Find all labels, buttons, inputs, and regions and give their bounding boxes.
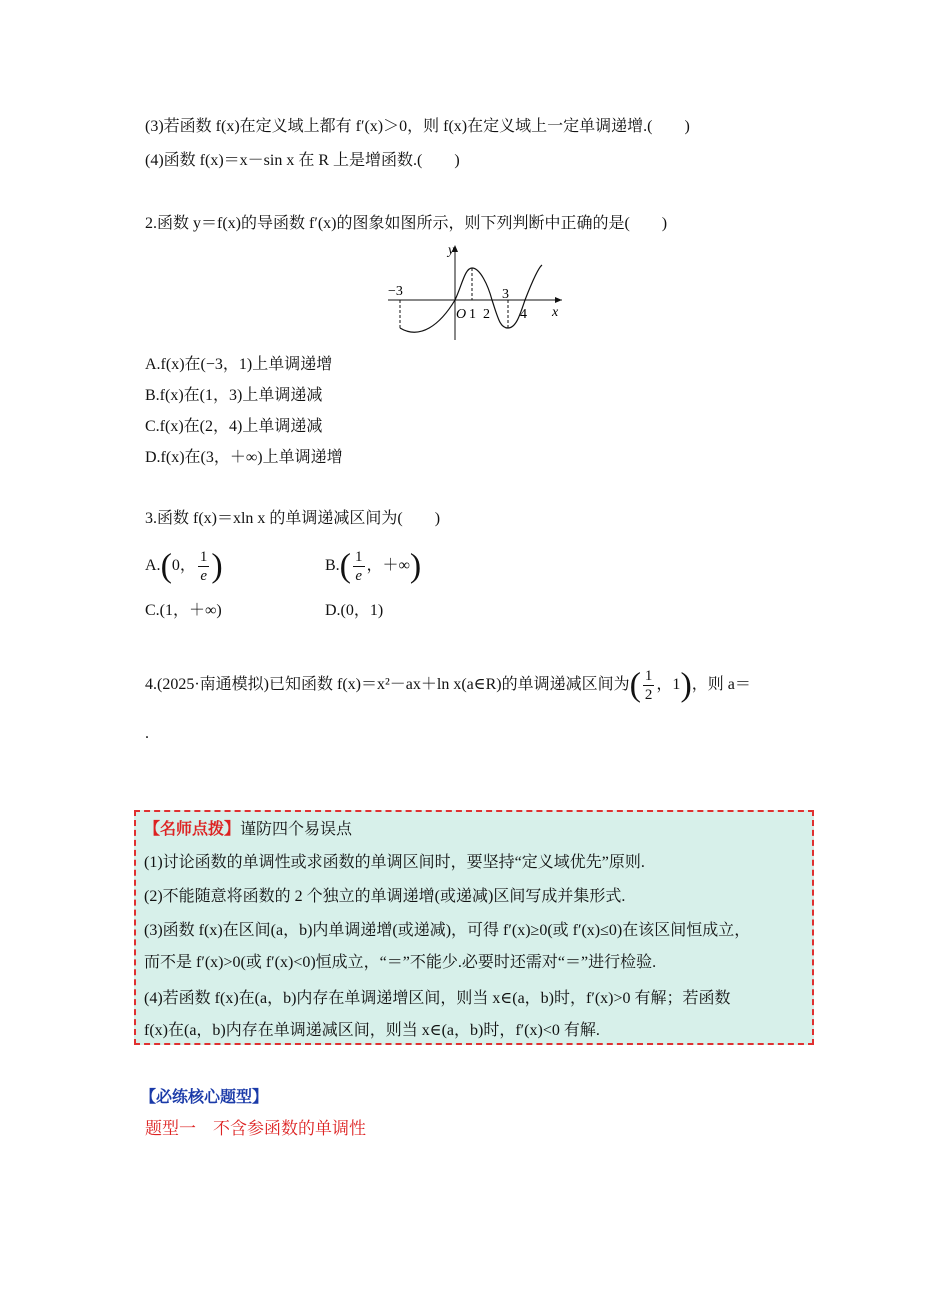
q3-option-b: B.( $\frac{1}{e}$ ，＋∞) — [325, 547, 422, 585]
tips-heading-rest: 谨防四个易误点 — [240, 819, 353, 838]
q2-option-b: B.f(x)在(1，3)上单调递减 — [145, 387, 323, 404]
q3-b-label: B. — [325, 557, 340, 574]
q3-stem: 3.函数 f(x)＝xln x 的单调递减区间为( ) — [145, 510, 441, 527]
q3-b-right: ，＋∞ — [366, 557, 410, 574]
q3-b-num: 1 — [355, 548, 363, 565]
tips-heading: 【名师点拨】 — [144, 819, 241, 838]
q3-a-left: 0， — [171, 557, 196, 574]
tips-box — [134, 810, 814, 1045]
q4-fraction — [643, 667, 655, 704]
tips-line-1: (1)讨论函数的单调性或求函数的单调区间时，要坚持“定义域优先”原则. — [144, 854, 645, 871]
derivative-graph — [380, 240, 570, 345]
tick-4: 4 — [520, 307, 527, 322]
q3-a-label: A. — [145, 557, 161, 574]
q3-b-den: e — [355, 567, 363, 584]
q1-item-4: (4)函数 f(x)＝x－sin x 在 R 上是增函数.( ) — [145, 152, 460, 169]
q2-stem: 2.函数 y＝f(x)的导函数 f′(x)的图象如图所示，则下列判断中正确的是( ) — [145, 215, 668, 232]
q4-stem: 4.(2025·南通模拟)已知函数 f(x)＝x²－ax＋ln x(a∈R)的单调递减区间为( $\frac{1}{2}$ ，1)，则 a＝ — [145, 666, 751, 704]
tick-neg3: −3 — [388, 284, 403, 299]
q3-option-c: C.(1，＋∞) — [145, 602, 222, 619]
q1-item-3: (3)若函数 f(x)在定义域上都有 f′(x)＞0，则 f(x)在定义域上一定单调递增.( ) — [145, 118, 690, 135]
y-label: y — [448, 243, 455, 258]
tick-1: 1 — [469, 307, 476, 322]
q4-after-frac: ，1 — [656, 676, 681, 693]
x-label: x — [552, 305, 559, 320]
q2-option-d: D.f(x)在(3，＋∞)上单调递增 — [145, 449, 343, 466]
tick-3: 3 — [502, 287, 509, 302]
tips-line-3: (3)函数 f(x)在区间(a，b)内单调递增(或递减)，可得 f′(x)≥0(或 f′(x)≤0)在该区间恒成立， — [144, 922, 751, 939]
q3-a-num: 1 — [199, 548, 208, 565]
q2-option-a: A.f(x)在(−3，1)上单调递增 — [145, 356, 333, 373]
derivative-curve — [400, 265, 542, 332]
q3-b-fraction — [353, 548, 365, 585]
tick-2: 2 — [483, 307, 490, 322]
q3-a-den: e — [200, 567, 207, 584]
q4-stem-before: 4.(2025·南通模拟)已知函数 f(x)＝x²－ax＋ln x(a∈R)的单调递减区间为 — [145, 676, 630, 693]
tips-line-5: (4)若函数 f(x)在(a，b)内存在单调递增区间，则当 x∈(a，b)时，f′(x)>0 有解；若函数 — [144, 990, 731, 1007]
section-heading: 【必练核心题型】 — [140, 1087, 269, 1106]
q2-option-c: C.f(x)在(2，4)上单调递减 — [145, 418, 323, 435]
q4-blank-end: . — [145, 725, 149, 742]
q4-frac-num: 1 — [644, 667, 653, 684]
q3-a-fraction — [198, 548, 210, 585]
q3-option-a: A.(0， $\frac{1}{e}$ ) — [145, 547, 223, 585]
tips-heading-line — [144, 818, 352, 841]
tips-line-2: (2)不能随意将函数的 2 个独立的单调递增(或递减)区间写成并集形式. — [144, 888, 626, 905]
tips-line-4: 而不是 f′(x)>0(或 f′(x)<0)恒成立，“＝”不能少.必要时还需对“＝”进行检验. — [144, 954, 657, 971]
origin-label: O — [456, 307, 467, 322]
q4-stem-after: ，则 a＝ — [691, 676, 751, 693]
x-axis-arrow — [555, 297, 562, 303]
tips-line-6: f(x)在(a，b)内存在单调递减区间，则当 x∈(a，b)时，f′(x)<0 有解. — [144, 1022, 600, 1039]
section-subheading: 题型一 不含参函数的单调性 — [145, 1119, 366, 1139]
q4-frac-den: 2 — [644, 686, 653, 703]
q3-option-d: D.(0，1) — [325, 602, 384, 619]
